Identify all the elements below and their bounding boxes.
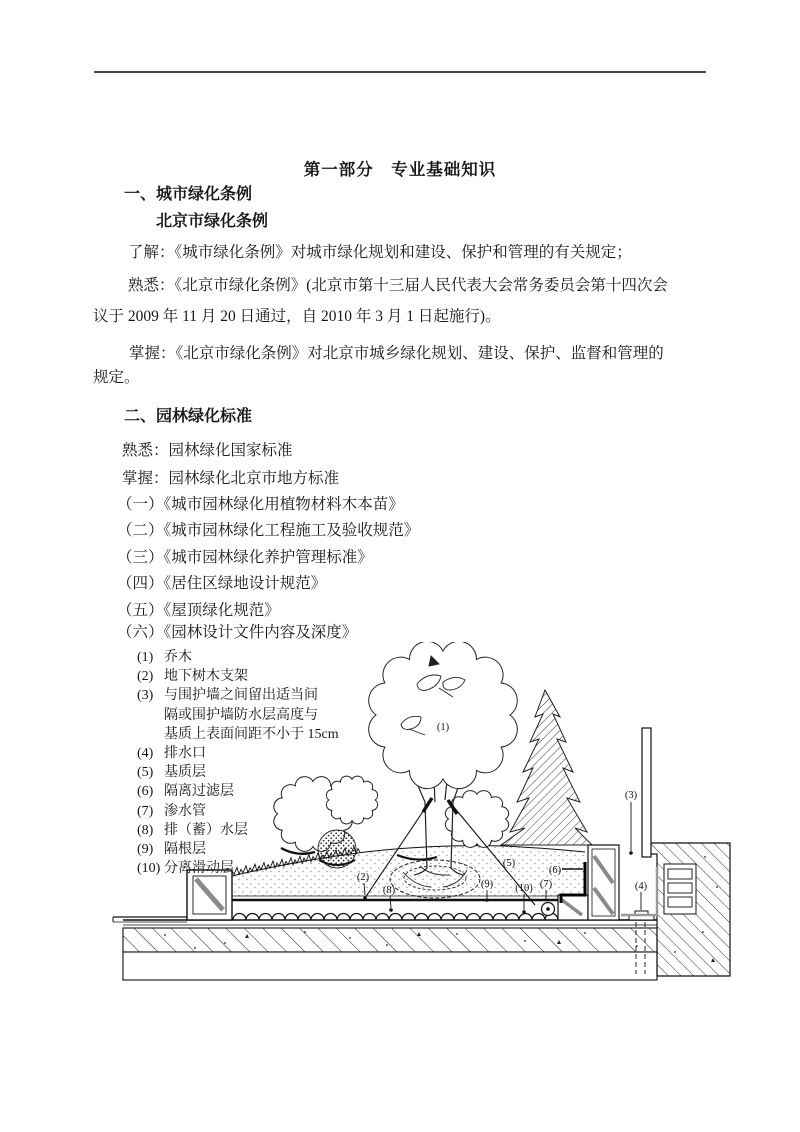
- legend-row: [137, 802, 339, 821]
- legend-num: (3): [137, 688, 154, 704]
- tree-canopy: [369, 642, 518, 789]
- legend-text: 隔离过滤层: [164, 784, 234, 800]
- legend-num: (6): [137, 784, 154, 800]
- diagram-callout: (3): [624, 790, 638, 801]
- legend-row: [137, 782, 339, 801]
- legend-row: [137, 648, 339, 667]
- diagram-callout: (7): [539, 879, 553, 890]
- paragraph-line: 熟悉：《北京市绿化条例》(北京市第十三届人民代表大会常务委员会第十四次会: [128, 277, 668, 294]
- drainage-layer: [230, 896, 560, 920]
- legend-row: [137, 725, 339, 744]
- legend-row: [137, 667, 339, 686]
- legend-num: (10): [137, 861, 161, 877]
- legend-row: [137, 744, 339, 763]
- legend-num: (2): [137, 669, 154, 685]
- legend-row: [137, 821, 339, 840]
- legend-num: (7): [137, 803, 154, 819]
- legend-row: [137, 859, 339, 878]
- legend-row: [137, 763, 339, 782]
- page-title: 第一部分 专业基础知识: [303, 160, 497, 179]
- section1-heading: 一、城市绿化条例: [124, 186, 253, 203]
- legend-text: 隔或围护墙防水层高度与: [164, 707, 318, 723]
- legend-num: [137, 725, 164, 744]
- section1-subheading: 北京市绿化条例: [156, 213, 269, 230]
- legend-text: 基质层: [164, 765, 206, 781]
- legend-text: 与围护墙之间留出适当间: [164, 688, 318, 704]
- paragraph-line: 掌握：《北京市绿化条例》对北京市城乡绿化规划、建设、保护、监督和管理的: [129, 345, 664, 362]
- legend-row: [137, 686, 339, 705]
- legend-text: 基质上表面间距不小于 15cm: [164, 726, 339, 742]
- legend-row: [137, 840, 339, 859]
- list-item: （三）《城市园林绿化养护管理标准》: [117, 549, 373, 566]
- legend-text: 乔木: [164, 650, 192, 665]
- legend-num: (8): [137, 822, 154, 838]
- diagram-callout: (4): [634, 881, 648, 892]
- legend-text: 地下树木支架: [164, 669, 248, 685]
- diagram-callout: (9): [480, 879, 494, 890]
- diagram-callout: (1): [436, 722, 450, 733]
- legend-num: (4): [137, 746, 154, 762]
- list-item: （一）《城市园林绿化用植物材料木本苗》: [117, 496, 404, 513]
- diagram-callout: (8): [382, 885, 396, 896]
- legend-text: 排水口: [164, 746, 206, 762]
- list-item: （四）《居住区绿地设计规范》: [117, 575, 327, 592]
- list-item: （五）《屋顶绿化规范》: [117, 602, 280, 619]
- diagram-callout: (2): [356, 872, 370, 883]
- diagram-callout: (10): [515, 883, 533, 894]
- paragraph-line: 议于 2009 年 11 月 20 日通过，自 2010 年 3 月 1 日起施行)。: [93, 308, 501, 325]
- paragraph-line: 规定。: [93, 369, 140, 386]
- legend-text: 分离滑动层: [164, 861, 234, 877]
- legend-num: (1): [137, 650, 154, 665]
- diagram-legend: [137, 648, 339, 878]
- diagram-callout: (6): [548, 865, 562, 876]
- legend-text: 渗水管: [164, 803, 206, 819]
- section2-heading: 二、园林绿化标准: [124, 408, 253, 425]
- perimeter-wall-post: [642, 728, 651, 857]
- legend-num: [137, 706, 164, 725]
- legend-text: 隔根层: [164, 842, 206, 858]
- list-item: （六）《园林设计文件内容及深度》: [117, 624, 358, 641]
- paragraph-line: 了解：《城市绿化条例》对城市绿化规划和建设、保护和管理的有关规定；: [128, 244, 632, 261]
- list-item: 掌握：园林绿化北京市地方标准: [122, 470, 340, 487]
- legend-text: 排（蓄）水层: [164, 822, 248, 838]
- conifer-tree: [501, 690, 592, 845]
- diagram-callout: (5): [502, 858, 516, 869]
- header-rule: [94, 71, 706, 73]
- list-item: （二）《城市园林绿化工程施工及验收规范》: [117, 522, 420, 539]
- list-item: 熟悉：园林绿化国家标准: [122, 442, 293, 459]
- legend-row: [137, 706, 339, 725]
- seepage-pipe: [542, 903, 555, 916]
- legend-num: (9): [137, 842, 154, 858]
- legend-num: (5): [137, 765, 154, 781]
